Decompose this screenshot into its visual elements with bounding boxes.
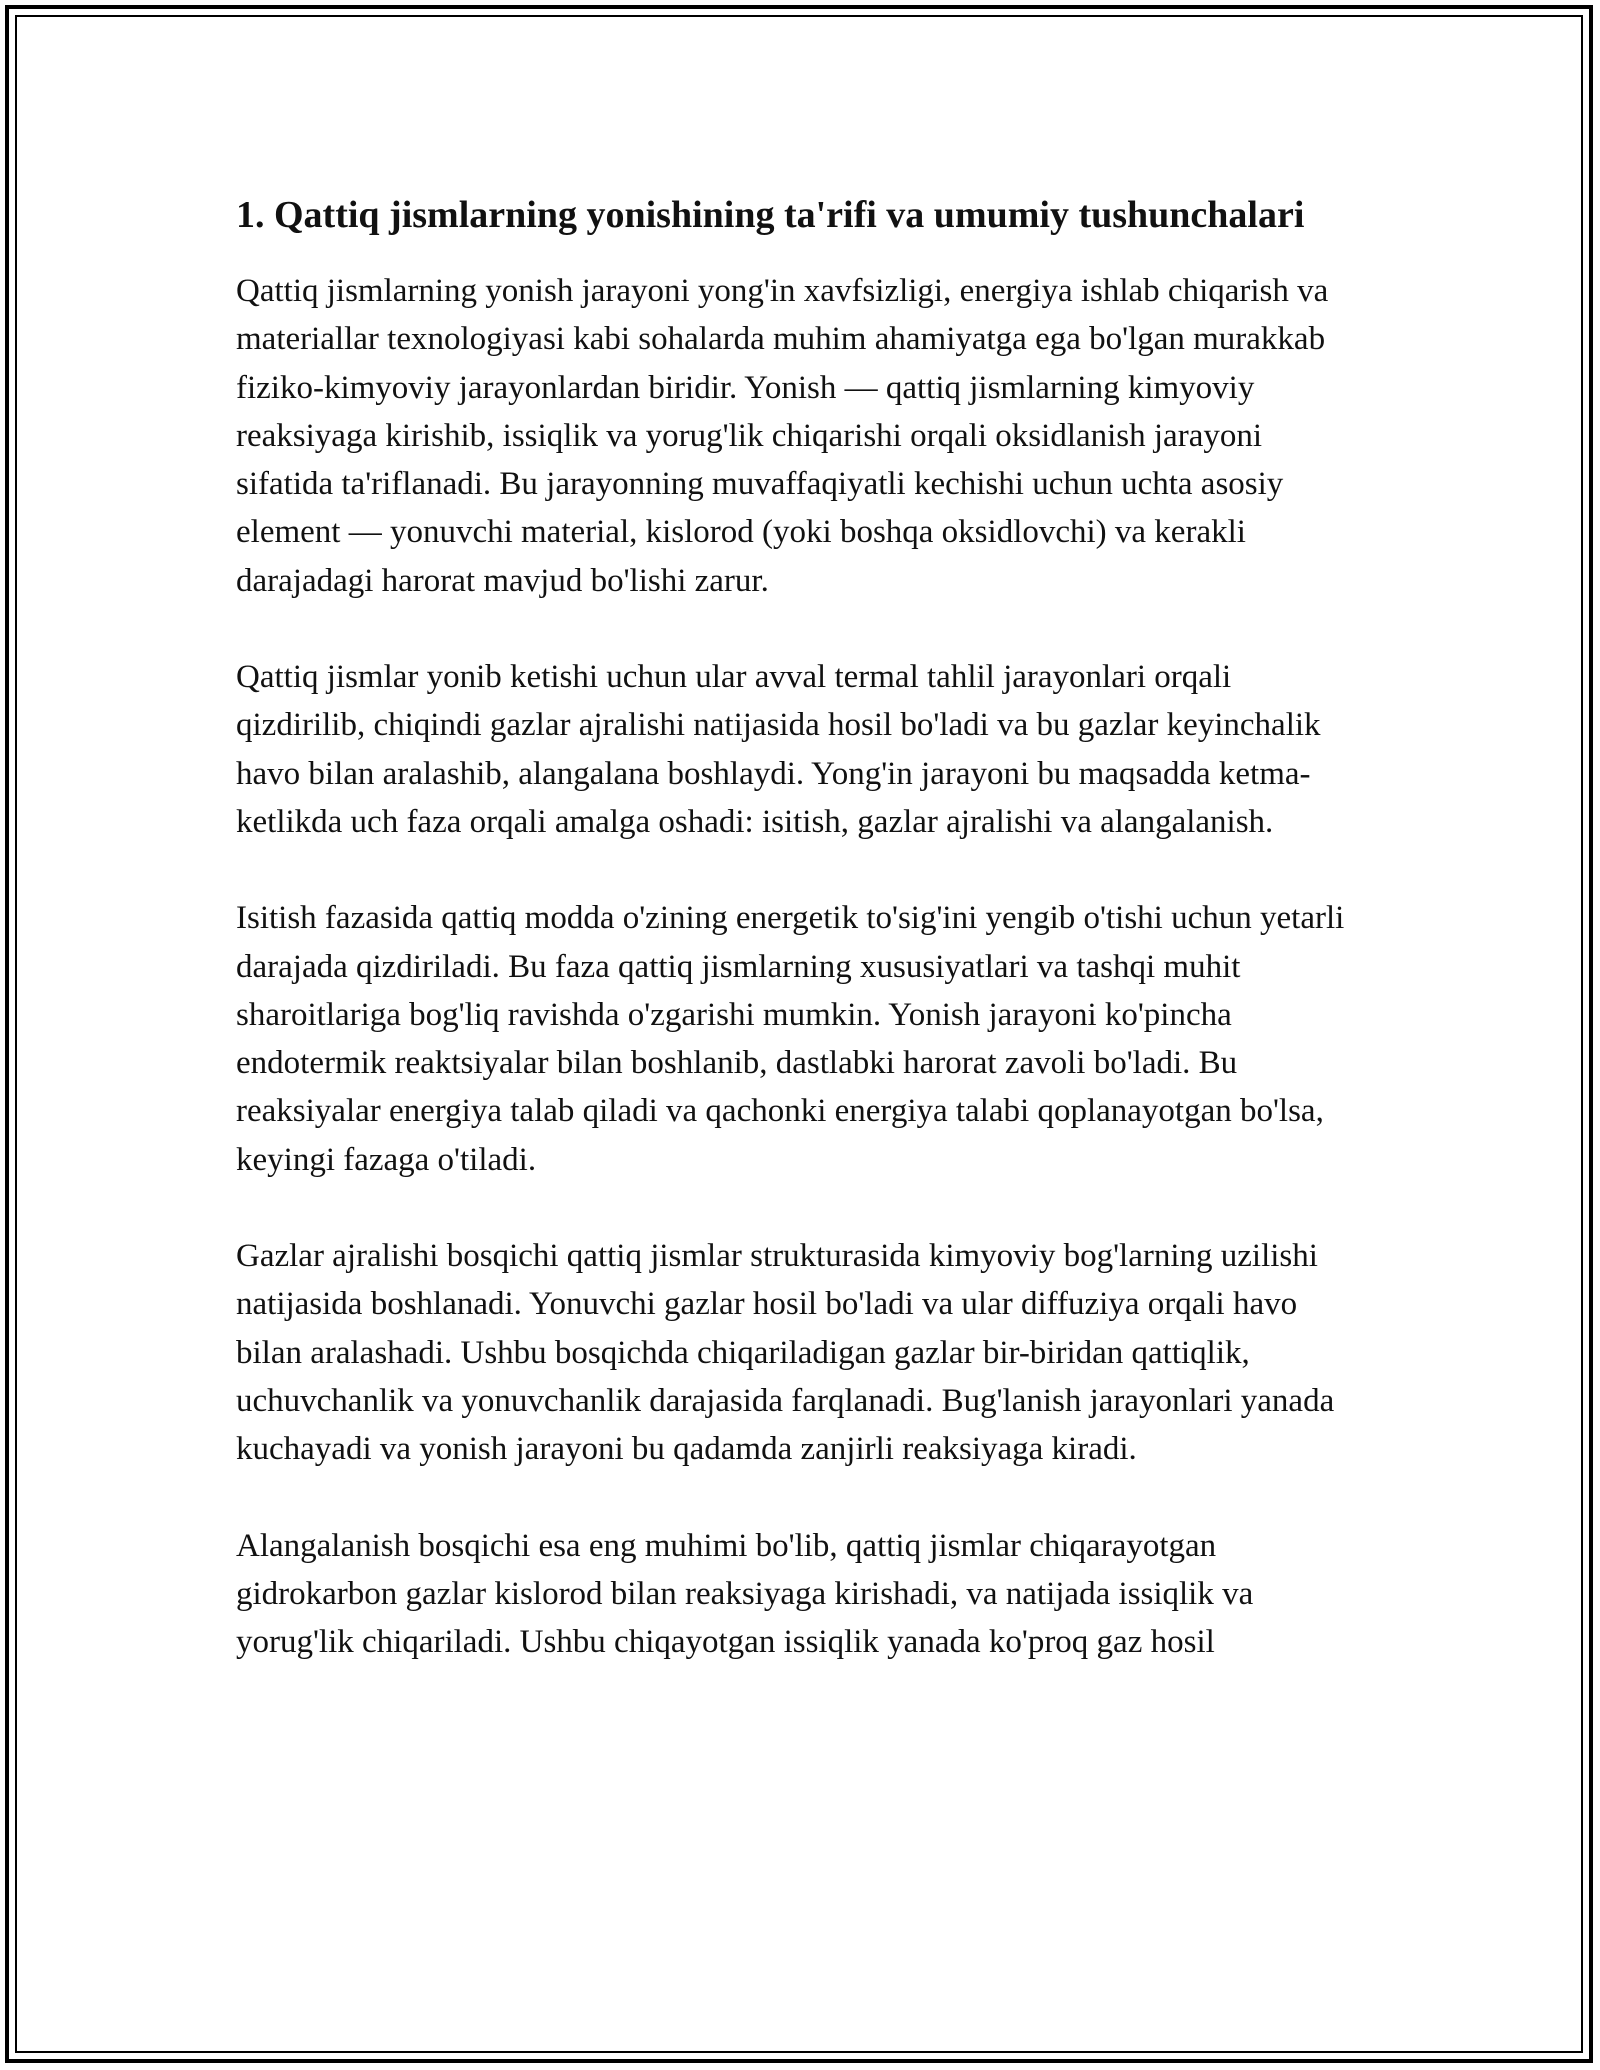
paragraph-heating-phase: Isitish fazasida qattiq modda o'zining energetik to'sig'ini yengib o'tishi uchun yetarli darajada qizdiriladi. Bu faza qattiq jismlarning xususiyatlari va tashqi muhit sharoitlariga bog'liq ravishda o'zgarishi mumkin. Yonish jarayoni ko'pincha endotermik reaktsiyalar bilan boshlanib, dastlabki harorat zavoli bo'ladi. Bu reaksiyalar energiya talab qiladi va qachonki energiya talabi qoplanayotgan bo'lsa, keyingi fazaga o'tiladi. bbox=[236, 900, 1345, 1178]
document-body bbox=[236, 188, 1366, 1714]
paragraph-ignition-phase: Alangalanish bosqichi esa eng muhimi bo'lib, qattiq jismlar chiqarayotgan gidrokarbon gazlar kislorod bilan reaksiyaga kirishadi, va natijada issiqlik va yorug'lik chiqariladi. Ushbu chiqayotgan issiqlik yanada ko'proq gaz hosil bbox=[236, 1527, 1254, 1661]
paragraph-definition: Qattiq jismlarning yonish jarayoni yong'in xavfsizligi, energiya ishlab chiqarish va materiallar texnologiyasi kabi sohalarda muhim ahamiyatga ega bo'lgan murakkab fiziko-kimyoviy jarayonlardan biridir. Yonish — qattiq jismlarning kimyoviy reaksiyaga kirishib, issiqlik va yorug'lik chiqarishi orqali oksidlanish jarayoni sifatida ta'riflanadi. Bu jarayonning muvaffaqiyatli kechishi uchun uchta asosiy element — yonuvchi material, kislorod (yoki boshqa oksidlovchi) va kerakli darajadagi harorat mavjud bo'lishi zarur. bbox=[236, 273, 1329, 599]
section-heading: 1. Qattiq jismlarning yonishining ta'rifi va umumiy tushunchalari bbox=[236, 194, 1305, 236]
paragraph-phases-overview: Qattiq jismlar yonib ketishi uchun ular avval termal tahlil jarayonlari orqali qizdirilib, chiqindi gazlar ajralishi natijasida hosil bo'ladi va bu gazlar keyinchalik havo bilan aralashib, alangalana boshlaydi. Yong'in jarayoni bu maqsadda ketma-ketlikda uch faza orqali amalga oshadi: isitish, gazlar ajralishi va alangalanish. bbox=[236, 659, 1321, 840]
paragraph-gas-release-phase: Gazlar ajralishi bosqichi qattiq jismlar strukturasida kimyoviy bog'larning uzilishi natijasida boshlanadi. Yonuvchi gazlar hosil bo'ladi va ular diffuziya orqali havo bilan aralashadi. Ushbu bosqichda chiqariladigan gazlar bir-biridan qattiqlik, uchuvchanlik va yonuvchanlik darajasida farqlanadi. Bug'lanish jarayonlari yanada kuchayadi va yonish jarayoni bu qadamda zanjirli reaksiyaga kiradi. bbox=[236, 1238, 1335, 1468]
